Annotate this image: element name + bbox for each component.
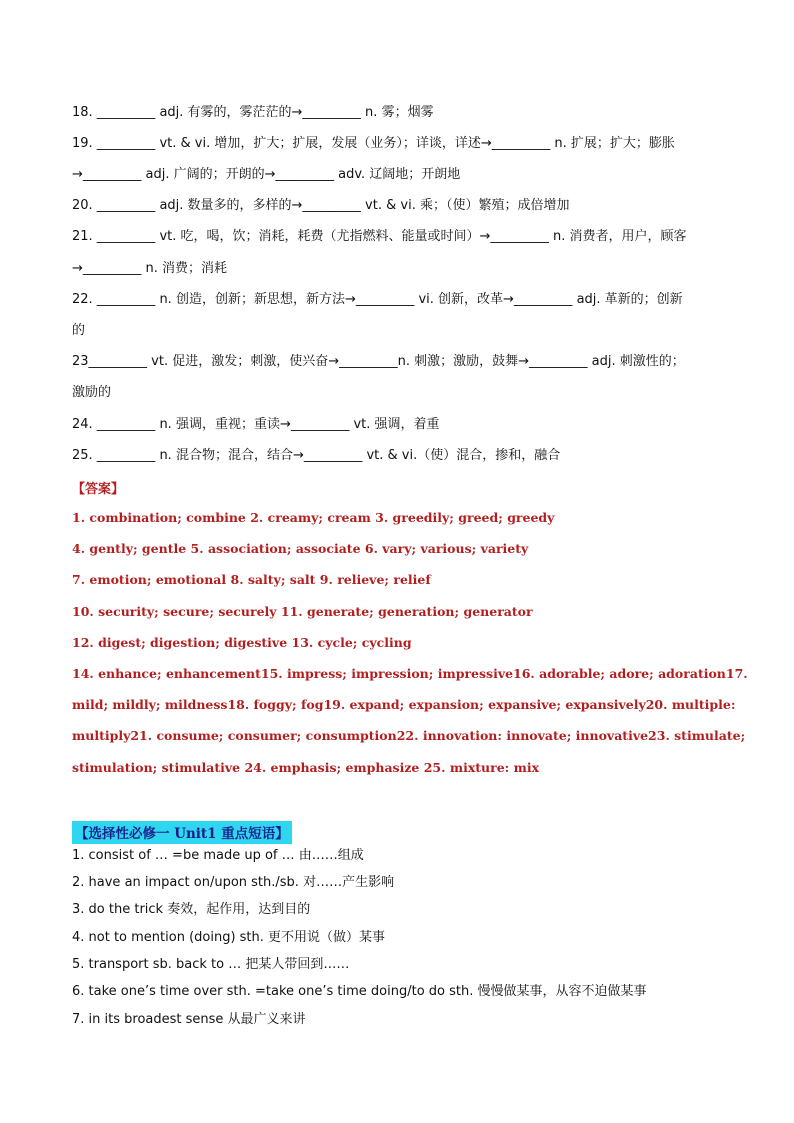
answer-row-3: 7. emotion; emotional 8. salty; salt 9. relieve; relief bbox=[72, 572, 431, 587]
exercise-line-23-cont: 激励的 bbox=[72, 385, 112, 400]
answer-item: 19. expand; expansion; expansive; expansively20. multiple: bbox=[323, 697, 736, 712]
exercise-line-24: 24. _________ n. 强调，重视；重读→_________ vt. 强调，着重 bbox=[72, 417, 440, 432]
phrase-item: 4. not to mention (doing) sth. 更不用说（做）某事 bbox=[72, 930, 386, 945]
phrase-item: 7. in its broadest sense 从最广义来讲 bbox=[72, 1012, 306, 1027]
exercise-line-20: 20. _________ adj. 数量多的，多样的→_________ vt. & vi. 乘；（使）繁殖；成倍增加 bbox=[72, 198, 570, 213]
answer-row-7 bbox=[72, 696, 736, 714]
answer-item: 23. stimulate; bbox=[648, 728, 746, 743]
phrase-item: 1. consist of … =be made up of … 由……组成 bbox=[72, 848, 364, 863]
section-heading: 【选择性必修一 Unit1 重点短语】 bbox=[72, 821, 292, 844]
answer-item: 18. foggy; fog bbox=[227, 697, 324, 712]
exercise-line-25: 25. _________ n. 混合物；混合，结合→_________ vt. & vi.（使）混合，掺和，融合 bbox=[72, 448, 561, 463]
answer-row-6 bbox=[72, 665, 748, 683]
answer-item: 21. consume; consumer; consumption22. innovation: innovate; innovative bbox=[130, 728, 649, 743]
answer-row-2: 4. gently; gentle 5. association; associate 6. vary; various; variety bbox=[72, 541, 529, 556]
phrase-item: 2. have an impact on/upon sth./sb. 对……产生影响 bbox=[72, 875, 395, 890]
answer-item: 16. adorable; adore; adoration bbox=[513, 666, 726, 681]
exercise-line-19: 19. _________ vt. & vi. 增加，扩大；扩展，发展（业务）；详谈，详述→_________ n. 扩展；扩大；膨胀 bbox=[72, 136, 675, 151]
answer-row-5: 12. digest; digestion; digestive 13. cycle; cycling bbox=[72, 635, 412, 650]
answer-row-4: 10. security; secure; securely 11. generate; generation; generator bbox=[72, 604, 533, 619]
exercise-line-21: 21. _________ vt. 吃，喝，饮；消耗，耗费（尤指燃料、能量或时间）→_________ n. 消费者，用户，顾客 bbox=[72, 229, 687, 244]
exercise-line-18: 18. _________ adj. 有雾的，雾茫茫的→_________ n. 雾；烟雾 bbox=[72, 105, 434, 120]
exercise-line-22-cont: 的 bbox=[72, 323, 86, 338]
answer-item: multiply bbox=[72, 728, 131, 743]
answer-row-1: 1. combination; combine 2. creamy; cream 3. greedily; greed; greedy bbox=[72, 510, 555, 525]
answer-item: 15. impress; impression; impressive bbox=[260, 666, 514, 681]
phrase-item: 3. do the trick 奏效，起作用，达到目的 bbox=[72, 902, 311, 917]
exercise-line-19-cont: →_________ adj. 广阔的；开朗的→_________ adv. 辽阔地；开朗地 bbox=[72, 167, 461, 182]
answer-row-9: stimulation; stimulative 24. emphasis; emphasize 25. mixture: mix bbox=[72, 760, 540, 775]
exercise-line-21-cont: →_________ n. 消费；消耗 bbox=[72, 261, 228, 276]
phrase-item: 5. transport sb. back to … 把某人带回到…… bbox=[72, 957, 350, 972]
phrase-item: 6. take one’s time over sth. =take one’s time doing/to do sth. 慢慢做某事，从容不迫做某事 bbox=[72, 984, 647, 999]
answer-item: 14. enhance; enhancement bbox=[72, 666, 261, 681]
exercise-line-22: 22. _________ n. 创造，创新；新思想，新方法→_________ vi. 创新，改革→_________ adj. 革新的；创新 bbox=[72, 292, 683, 307]
answer-item: mild; mildly; mildness bbox=[72, 697, 228, 712]
answer-row-8 bbox=[72, 727, 746, 745]
answer-heading: 【答案】 bbox=[72, 482, 125, 497]
answer-item: 17. bbox=[725, 666, 748, 681]
exercise-line-23: 23_________ vt. 促进，激发；刺激，使兴奋→_________n. 刺激；激励，鼓舞→_________ adj. 刺激性的； bbox=[72, 354, 685, 369]
